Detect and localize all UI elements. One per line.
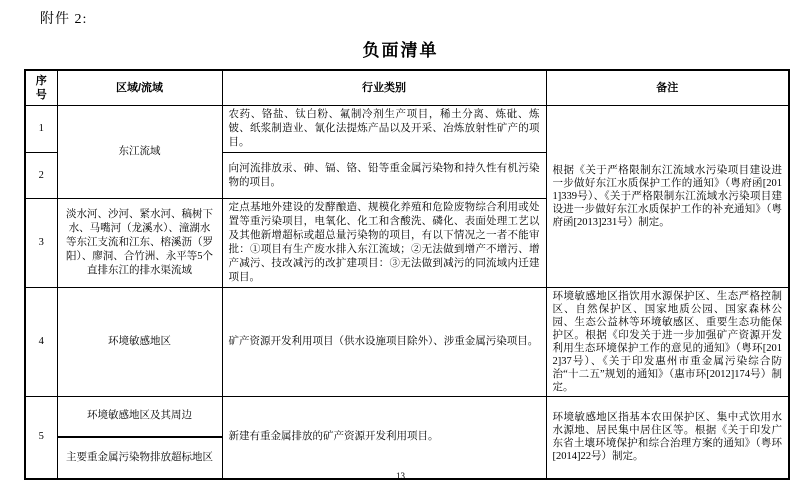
- row2-industry: 向河流排放汞、砷、镉、铬、铅等重金属污染物和持久性有机污染物的项目。: [222, 153, 546, 199]
- attachment-label: 附件 2:: [40, 12, 88, 27]
- row4-industry: 矿产资源开发利用项目（供水设施项目除外）、涉重金属污染项目。: [222, 288, 546, 397]
- table-row: [25, 397, 789, 437]
- row3-industry: 定点基地外建设的发酵酿造、规模化养殖和危险废物综合利用或处置等重污染项目，电氧化、化工和含酸洗、磷化、表面处理工艺以及其他新增超标或超总量污染物的项目，有以下情况之一者不能审批：①项目有生产废水排入东江流域；②无法做到增产不增污、增产减污、技改减污的改扩建项目：③无法做到减污的同流域内迁建项目。: [222, 199, 546, 288]
- row1-no: 1: [25, 106, 57, 153]
- row3-region: 淡水河、沙河、紧水河、稿树下水、马嘴河（龙溪水）、潼湖水等东江支流和江东、榕溪沥（罗阳）、廖洞、合竹洲、永平等5个直排东江的排水渠流域: [57, 199, 222, 288]
- row1-region: 东江流域: [57, 106, 222, 199]
- page-title: 负面清单: [362, 41, 439, 60]
- row2-no: 2: [25, 153, 57, 199]
- col-header-region: 区域/流域: [57, 70, 222, 106]
- table-row: [25, 106, 789, 153]
- col-header-no: 序号: [25, 70, 57, 106]
- row5-no: 5: [25, 397, 57, 479]
- row1-3-remark: 根据《关于严格限制东江流域水污染项目建设进一步做好东江水质保护工作的通知》（粤府函[2011]339号）、《关于严格限制东江流域水污染项目建设进一步做好东江水质保护工作的补充通知》（粤府函[2013]231号）制定。: [546, 106, 789, 288]
- row5-region-b: 主要重金属污染物排放超标地区: [57, 437, 222, 479]
- col-header-remark: 备注: [546, 70, 789, 106]
- row4-remark: 环境敏感地区指饮用水源保护区、生态严格控制区、自然保护区、国家地质公园、国家森林公园、生态公益林等环境敏感区、重要生态功能保护区。根据《印发关于进一步加强矿产资源开发利用生态环境保护工作的意见的通知》（粤环[2012]37号）、《关于印发惠州市重金属污染综合防治“十二五”规划的通知》（惠市环[2012]174号）制定。: [546, 288, 789, 397]
- row4-region: 环境敏感地区: [57, 288, 222, 397]
- row4-no: 4: [25, 288, 57, 397]
- row1-industry: 农药、铬盐、钛白粉、氟制冷剂生产项目，稀土分离、炼砒、炼铍、纸浆制造业、氰化法提炼产品以及开采、冶炼放射性矿产的项目。: [222, 106, 546, 153]
- page-number: 13: [396, 471, 405, 481]
- row5-region-a: 环境敏感地区及其周边: [57, 397, 222, 437]
- row5-industry: 新建有重金属排放的矿产资源开发利用项目。: [222, 397, 546, 479]
- col-header-industry: 行业类别: [222, 70, 546, 106]
- row3-no: 3: [25, 199, 57, 288]
- row5-remark: 环境敏感地区指基本农田保护区、集中式饮用水水源地、居民集中居住区等。根据《关于印发广东省土壤环境保护和综合治理方案的通知》（粤环[2014]22号）制定。: [546, 397, 789, 479]
- table-row: [25, 288, 789, 397]
- negative-list-table: [24, 69, 790, 480]
- table-header-row: [25, 70, 789, 106]
